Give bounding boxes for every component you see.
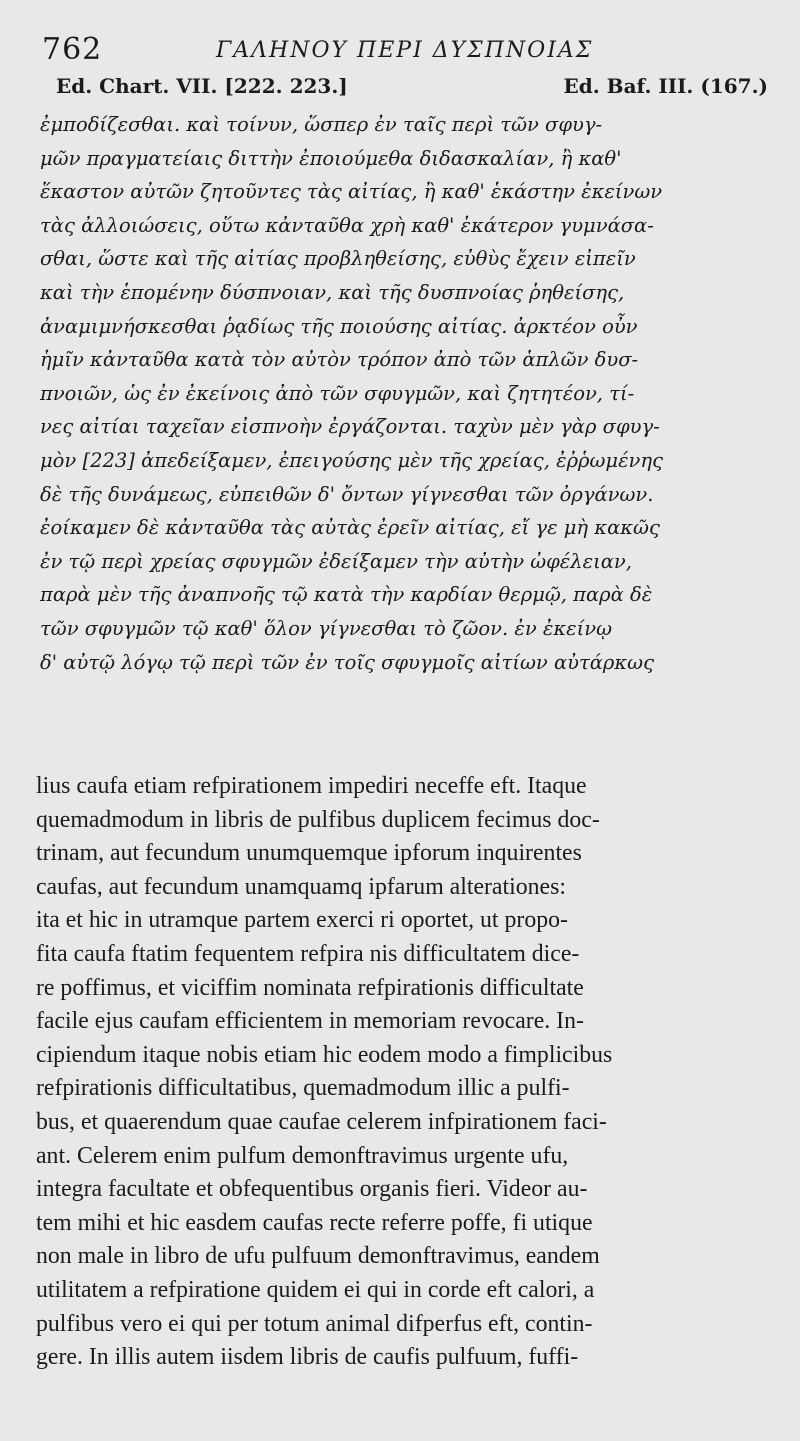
greek-text-line: ἐοίκαμεν δὲ κἀνταῦθα τὰς αὐτὰς ἐρεῖν αἰτίας, εἴ γε μὴ κακῶς [40,516,660,540]
latin-text-line: facile ejus caufam efficientem in memoriam revocare. In- [36,1008,584,1035]
page-header [36,28,776,72]
latin-text-block [36,770,764,1375]
greek-text-line: τὰς ἀλλοιώσεις, οὕτω κἀνταῦθα χρὴ καθ' ἑκάτερον γυμνάσα- [40,213,654,237]
latin-text-line: re poffimus, et viciffim nominata refpirationis difficultate [36,974,584,1001]
latin-text-line: utilitatem a refpiratione quidem ei qui in corde eft calori, a [36,1276,595,1303]
greek-text-block [40,108,770,679]
greek-text-line: νες αἰτίαι ταχεῖαν εἰσπνοὴν ἐργάζονται. ταχὺν μὲν γὰρ σφυγ- [40,415,660,439]
greek-text-line: σθαι, ὥστε καὶ τῆς αἰτίας προβληθείσης, εὐθὺς ἔχειν εἰπεῖν [40,247,636,271]
greek-text-line: ἕκαστον αὐτῶν ζητοῦντες τὰς αἰτίας, ἢ καθ' ἑκάστην ἐκείνων [40,180,663,204]
greek-text-line: πνοιῶν, ὡς ἐν ἐκείνοις ἀπὸ τῶν σφυγμῶν, καὶ ζητητέον, τί- [40,381,635,405]
running-title: ΓΑΛΗΝΟΥ ΠΕΡΙ ΔΥΣΠΝΟΙΑΣ [216,38,594,63]
latin-text-line: pulfibus vero ei qui per totum animal difperfus eft, contin- [36,1310,593,1337]
greek-text-line: δ' αὐτῷ λόγῳ τῷ περὶ τῶν ἐν τοῖς σφυγμοῖς αἰτίων αὐτάρκως [40,650,654,674]
latin-text-line: gere. In illis autem iisdem libris de caufis pulfuum, fuffi- [36,1344,579,1371]
edition-chart-ref: Ed. Chart. VII. [222. 223.] [56,74,348,98]
greek-text-line: δὲ τῆς δυνάμεως, εὐπειθῶν δ' ὄντων γίγνεσθαι τῶν ὀργάνων. [40,482,654,506]
greek-text-line: ἀναμιμνήσκεσθαι ῥᾳδίως τῆς ποιούσης αἰτίας. ἀρκτέον οὖν [40,314,638,338]
page-number: 762 [42,32,103,67]
greek-text-line: μῶν πραγματείαις διττὴν ἐποιούμεθα διδασκαλίαν, ἢ καθ' [40,146,622,170]
latin-text-line: quemadmodum in libris de pulfibus duplicem fecimus doc- [36,806,600,833]
greek-text-line: ἐμποδίζεσθαι. καὶ τοίνυν, ὥσπερ ἐν ταῖς περὶ τῶν σφυγ- [40,113,603,136]
latin-text-line: ant. Celerem enim pulfum demonftravimus urgente ufu, [36,1142,569,1169]
latin-text-line: refpirationis difficultatibus, quemadmodum illic a pulfi- [36,1075,570,1102]
latin-text-line: fita caufa ftatim fequentem refpira nis difficultatem dice- [36,940,580,967]
latin-text-line: ita et hic in utramque partem exerci ri oportet, ut propo- [36,907,568,934]
latin-text-line: lius caufa etiam refpirationem impediri neceffe eft. Itaque [36,773,587,799]
latin-text-line: integra facultate et obfequentibus organis fieri. Videor au- [36,1176,588,1203]
greek-text-line: τῶν σφυγμῶν τῷ καθ' ὅλον γίγνεσθαι τὸ ζῶον. ἐν ἐκείνῳ [40,616,613,640]
greek-text-line: καὶ τὴν ἑπομένην δύσπνοιαν, καὶ τῆς δυσπνοίας ῥηθείσης, [40,280,625,304]
latin-text-line: trinam, aut fecundum unumquemque ipforum inquirentes [36,840,582,867]
latin-text-line: non male in libro de ufu pulfuum demonftravimus, eandem [36,1243,600,1270]
greek-text-line: παρὰ μὲν τῆς ἀναπνοῆς τῷ κατὰ τὴν καρδίαν θερμῷ, παρὰ δὲ [40,583,653,607]
greek-text-line: ἡμῖν κἀνταῦθα κατὰ τὸν αὐτὸν τρόπον ἀπὸ τῶν ἁπλῶν δυσ- [40,348,639,372]
latin-text-line: caufas, aut fecundum unamquamq ipfarum alterationes: [36,873,566,900]
greek-text-line: ἐν τῷ περὶ χρείας σφυγμῶν ἐδείξαμεν τὴν αὐτὴν ὠφέλειαν, [40,549,632,573]
latin-text-line: cipiendum itaque nobis etiam hic eodem modo a fimplicibus [36,1041,613,1068]
latin-text-line: tem mihi et hic easdem caufas recte referre poffe, fi utique [36,1209,593,1236]
latin-text-line: bus, et quaerendum quae caufae celerem infpirationem faci- [36,1108,607,1135]
greek-text-line: μὸν [223] ἀπεδείξαμεν, ἐπειγούσης μὲν τῆς χρείας, ἐῤῥωμένης [40,448,663,472]
edition-references [56,74,768,104]
edition-basel-ref: Ed. Baf. III. (167.) [563,74,768,98]
